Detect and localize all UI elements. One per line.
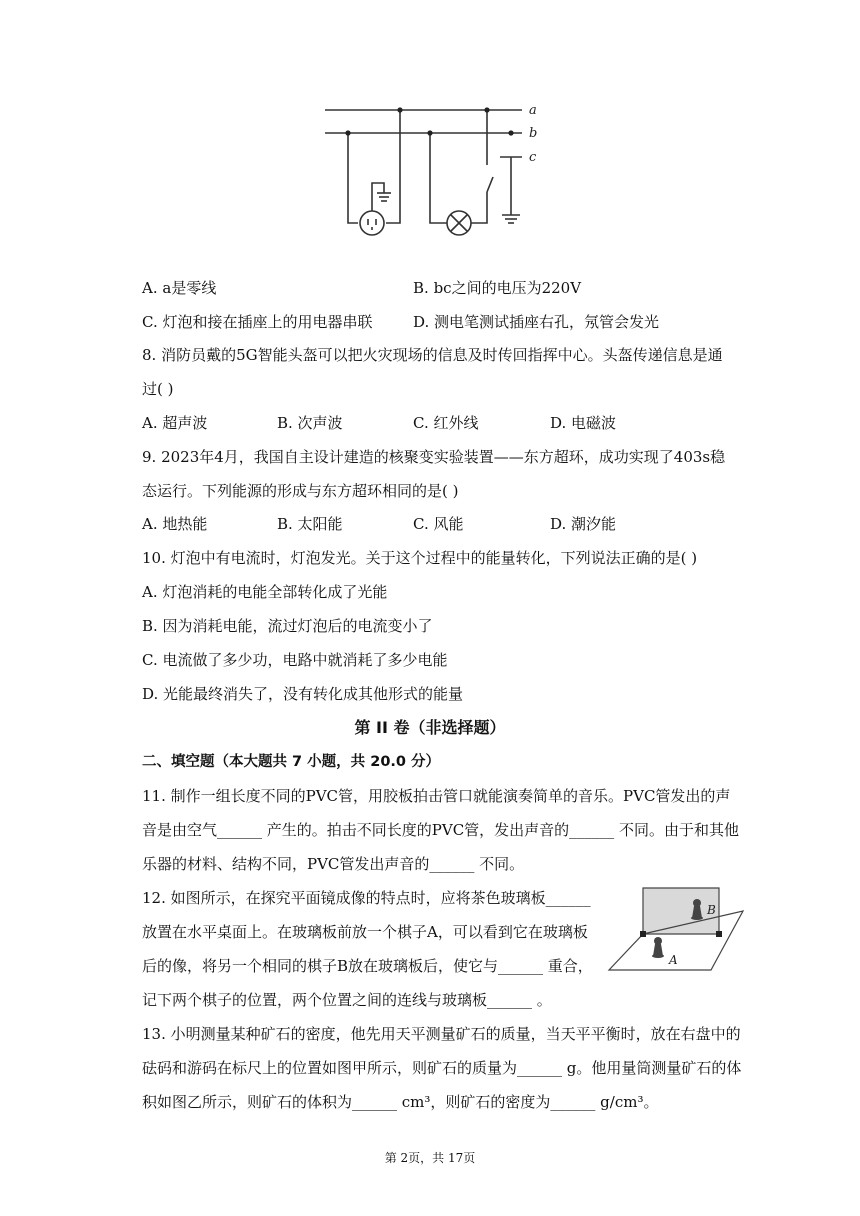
part2-title: 第 II 卷（非选择题）	[354, 718, 506, 737]
q7-option-c: C. 灯泡和接在插座上的用电器串联	[142, 313, 373, 331]
q10-option-a: A. 灯泡消耗的电能全部转化成了光能	[142, 583, 388, 601]
wire-a-label: a	[529, 103, 537, 118]
page-footer: 第 2页，共 17页	[384, 1151, 476, 1165]
q12-line3: 后的像，将另一个相同的棋子B放在玻璃板后，使它与______ 重合，	[142, 957, 593, 975]
q9-stem-line2: 态运行。下列能源的形成与东方超环相同的是( )	[142, 482, 459, 500]
q7-option-a: A. a是零线	[142, 279, 217, 297]
q9-option-a: A. 地热能	[142, 515, 208, 533]
q10-option-b: B. 因为消耗电能，流过灯泡后的电流变小了	[142, 617, 433, 635]
plane-mirror-figure	[605, 884, 750, 979]
q8-option-b: B. 次声波	[277, 414, 343, 432]
q8-stem-line1: 8. 消防员戴的5G智能头盔可以把火灾现场的信息及时传回指挥中心。头盔传递信息是通	[142, 346, 723, 364]
q13-line1: 13. 小明测量某种矿石的密度，他先用天平测量矿石的质量，当天平平衡时，放在右盘中的	[142, 1025, 741, 1043]
q12-line2: 放置在水平桌面上。在玻璃板前放一个棋子A，可以看到它在玻璃板	[142, 923, 588, 941]
q9-option-b: B. 太阳能	[277, 515, 343, 533]
section2-title: 二、填空题（本大题共 7 小题，共 20.0 分）	[142, 754, 441, 770]
q7-option-b: B. bc之间的电压为220V	[413, 279, 582, 297]
q12-line4: 记下两个棋子的位置，两个位置之间的连线与玻璃板______ 。	[142, 991, 552, 1009]
q11-line2: 音是由空气______ 产生的。拍击不同长度的PVC管，发出声音的______ 不同。由于和其他	[142, 821, 739, 839]
q8-option-c: C. 红外线	[413, 414, 479, 432]
q10-stem: 10. 灯泡中有电流时，灯泡发光。关于这个过程中的能量转化，下列说法正确的是( )	[142, 549, 698, 567]
wire-c-label: c	[529, 150, 537, 165]
q13-line3: 积如图乙所示，则矿石的体积为______ cm³，则矿石的密度为______ g/cm³。	[142, 1093, 659, 1111]
q11-line1: 11. 制作一组长度不同的PVC管，用胶板拍击管口就能演奏简单的音乐。PVC管发出的声	[142, 787, 731, 805]
wire-b-label: b	[529, 126, 538, 141]
figure-label-b: B	[707, 903, 716, 917]
q11-line3: 乐器的材料、结构不同，PVC管发出声音的______ 不同。	[142, 855, 525, 873]
q9-stem-line1: 9. 2023年4月，我国自主设计建造的核聚变实验装置——东方超环，成功实现了403s稳	[142, 448, 726, 466]
q8-stem-line2: 过( )	[142, 380, 174, 398]
q13-line2: 砝码和游码在标尺上的位置如图甲所示，则矿石的质量为______ g。他用量筒测量矿石的体	[142, 1059, 742, 1077]
q12-line1: 12. 如图所示，在探究平面镜成像的特点时，应将茶色玻璃板______	[142, 889, 591, 907]
household-circuit-diagram	[300, 95, 560, 245]
q7-option-d: D. 测电笔测试插座右孔，氖管会发光	[413, 313, 660, 331]
q8-option-a: A. 超声波	[142, 414, 208, 432]
figure-label-a: A	[669, 953, 678, 967]
q8-option-d: D. 电磁波	[550, 414, 617, 432]
q9-option-c: C. 风能	[413, 515, 464, 533]
q10-option-c: C. 电流做了多少功，电路中就消耗了多少电能	[142, 651, 448, 669]
q9-option-d: D. 潮汐能	[550, 515, 617, 533]
q10-option-d: D. 光能最终消失了，没有转化成其他形式的能量	[142, 685, 464, 703]
